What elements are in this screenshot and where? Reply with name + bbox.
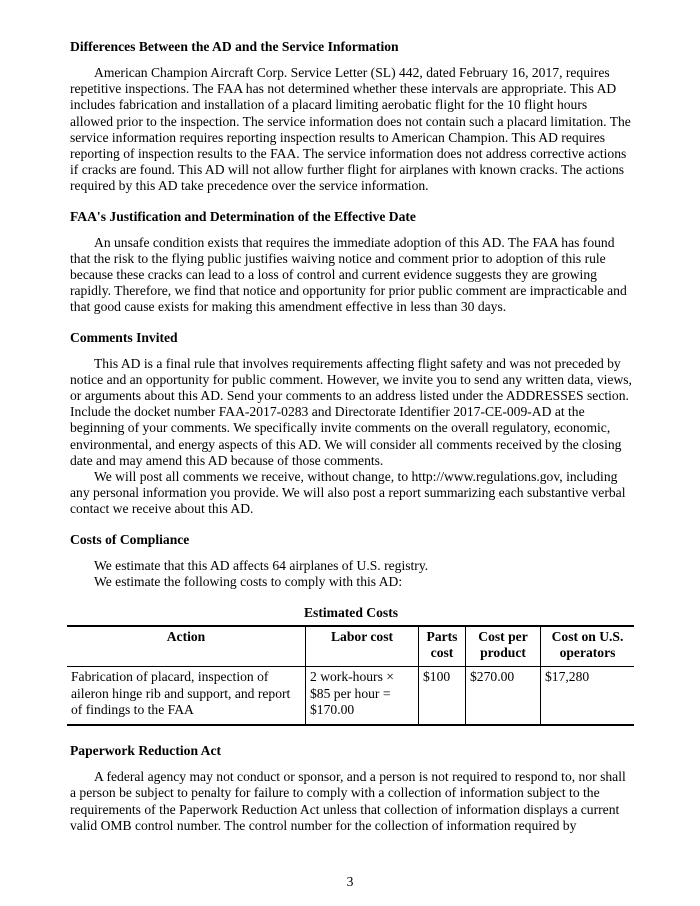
cell-action: Fabrication of placard, inspection of aileron hinge rib and support, and report of findings to the FAA <box>67 667 306 725</box>
column-header-labor-cost: Labor cost <box>306 626 419 667</box>
section-heading-comments: Comments Invited <box>70 329 178 345</box>
paragraph-comments-1: This AD is a final rule that involves requirements affecting flight safety and was not preceded by notice and an opportunity for public comment. However, we invite you to send any written data, views, or arguments about this AD. Send your comments to an address listed under the ADDRESSES section. Include the docket number FAA-2017-0283 and Directorate Identifier 2017-CE-009-AD at the beginning of your comments. We specifically invite comments on the overall regulatory, economic, environmental, and energy aspects of this AD. We will consider all comments received by the closing date and may amend this AD because of those comments. <box>70 355 632 468</box>
section-heading-costs: Costs of Compliance <box>70 531 190 547</box>
column-header-cost-on-operators: Cost on U.S. operators <box>541 626 635 667</box>
section-heading-differences: Differences Between the AD and the Service Information <box>70 39 399 54</box>
table-row <box>67 667 634 725</box>
section-heading-paperwork: Paperwork Reduction Act <box>70 743 222 759</box>
paragraph-costs-2: We estimate the following costs to comply with this AD: <box>94 573 403 589</box>
paragraph-justification: An unsafe condition exists that requires the immediate adoption of this AD. The FAA has found that the risk to the flying public justifies waiving notice and comment prior to adoption of this rule because these cracks can lead to a loss of control and current evidence suggests they are growing rapidly. Therefore, we find that notice and opportunity for prior public comment are impracticable and that good cause exists for making this amendment effective in less than 30 days. <box>70 234 627 315</box>
cell-labor-cost: 2 work-hours × $85 per hour = $170.00 <box>306 667 419 725</box>
table-caption: Estimated Costs <box>303 605 399 621</box>
paragraph-paperwork: A federal agency may not conduct or sponsor, and a person is not required to respond to, nor shall a person be subject to penalty for failure to comply with a collection of information subject to the requirements of the Paperwork Reduction Act unless that collection of information displays a current valid OMB control number. The control number for the collection of information required by <box>70 769 626 833</box>
cell-parts-cost: $100 <box>419 667 466 725</box>
document-page <box>70 38 632 834</box>
paragraph-differences: American Champion Aircraft Corp. Service Letter (SL) 442, dated February 16, 2017, requires repetitive inspections. The FAA has not determined whether these intervals are appropriate. This AD includes fabrication and installation of a placard limiting aerobatic flight for the 10 flight hours allowed prior to the inspection. The service information does not contain such a placard limitation. The service information requires reporting inspection results to American Champion. This AD requires reporting of inspection results to the FAA. The service information does not address corrective actions if cracks are found. This AD will not allow further flight for airplanes with known cracks. The actions required by this AD take precedence over the service information. <box>70 65 631 194</box>
page-number: 3 <box>346 874 354 889</box>
paragraph-comments-2: We will post all comments we receive, without change, to http://www.regulations.gov, including any personal information you provide. We will also post a report summarizing each substantive verbal contact we receive about this AD. <box>70 469 626 517</box>
paragraph-costs-1: We estimate that this AD affects 64 airplanes of U.S. registry. <box>94 557 429 573</box>
estimated-costs-table <box>67 625 634 726</box>
section-heading-justification: FAA's Justification and Determination of the Effective Date <box>70 208 416 224</box>
column-header-parts-cost: Parts cost <box>419 626 466 667</box>
cell-cost-per-product: $270.00 <box>466 667 541 725</box>
cell-cost-on-operators: $17,280 <box>541 667 635 725</box>
table-header-row <box>67 626 634 667</box>
column-header-cost-per-product: Cost per product <box>466 626 541 667</box>
column-header-action: Action <box>67 626 306 667</box>
